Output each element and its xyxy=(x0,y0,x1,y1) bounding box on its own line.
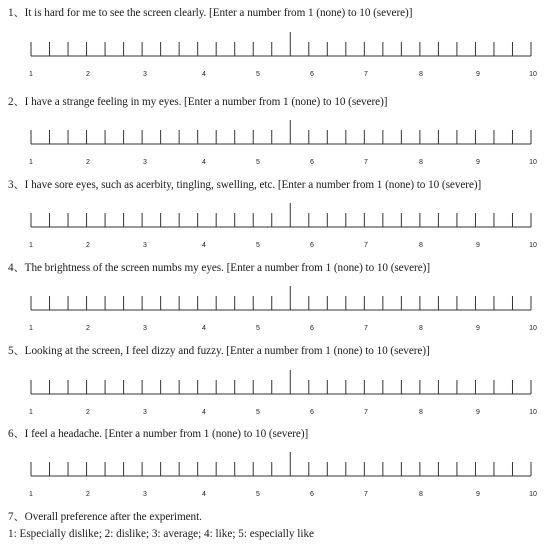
question-7-title: 7、Overall preference after the experiment. xyxy=(8,511,202,523)
question-4-scale[interactable] xyxy=(0,284,550,334)
scale-label-9: 9 xyxy=(476,159,480,166)
scale-label-10: 10 xyxy=(529,325,537,332)
scale-label-1: 1 xyxy=(29,159,33,166)
scale-label-10: 10 xyxy=(529,491,537,498)
question-6-title: 6、I feel a headache. [Enter a number from 1 (none) to 10 (severe)] xyxy=(8,428,309,440)
scale-label-2: 2 xyxy=(86,491,90,498)
scale-label-2: 2 xyxy=(86,71,90,78)
question-6-scale[interactable] xyxy=(0,450,550,500)
scale-label-4: 4 xyxy=(202,409,206,416)
scale-label-2: 2 xyxy=(86,325,90,332)
scale-label-4: 4 xyxy=(202,491,206,498)
scale-label-6: 6 xyxy=(310,159,314,166)
question-4-title: 4、The brightness of the screen numbs my eyes. [Enter a number from 1 (none) to 10 (severe)] xyxy=(8,262,430,274)
scale-label-4: 4 xyxy=(202,325,206,332)
scale-label-7: 7 xyxy=(364,325,368,332)
scale-label-1: 1 xyxy=(29,325,33,332)
scale-label-3: 3 xyxy=(143,71,147,78)
question-5-title: 5、Looking at the screen, I feel dizzy and fuzzy. [Enter a number from 1 (none) to 10 (severe)] xyxy=(8,345,430,357)
scale-label-8: 8 xyxy=(419,242,423,249)
scale-label-1: 1 xyxy=(29,242,33,249)
question-5-scale[interactable] xyxy=(0,368,550,418)
question-1-title: 1、It is hard for me to see the screen clearly. [Enter a number from 1 (none) to 10 (severe)] xyxy=(8,7,413,19)
scale-label-8: 8 xyxy=(419,71,423,78)
scale-label-3: 3 xyxy=(143,159,147,166)
rating-scale-line[interactable] xyxy=(0,450,550,482)
rating-scale-line[interactable] xyxy=(0,118,550,150)
question-3-scale[interactable] xyxy=(0,201,550,251)
scale-label-7: 7 xyxy=(364,491,368,498)
scale-label-6: 6 xyxy=(310,242,314,249)
question-7-legend: 1: Especially dislike; 2: dislike; 3: average; 4: like; 5: especially like xyxy=(8,528,315,540)
scale-label-8: 8 xyxy=(419,325,423,332)
question-3-title: 3、I have sore eyes, such as acerbity, tingling, swelling, etc. [Enter a number from 1 (none) to 10 (severe)] xyxy=(8,179,482,191)
rating-scale-line[interactable] xyxy=(0,368,550,400)
scale-label-7: 7 xyxy=(364,71,368,78)
scale-label-10: 10 xyxy=(529,71,537,78)
rating-scale-line[interactable] xyxy=(0,201,550,233)
scale-label-5: 5 xyxy=(256,159,260,166)
scale-label-3: 3 xyxy=(143,242,147,249)
scale-label-8: 8 xyxy=(419,491,423,498)
rating-scale-line[interactable] xyxy=(0,284,550,316)
scale-label-6: 6 xyxy=(310,409,314,416)
scale-label-5: 5 xyxy=(256,242,260,249)
scale-label-7: 7 xyxy=(364,409,368,416)
scale-label-5: 5 xyxy=(256,491,260,498)
scale-label-5: 5 xyxy=(256,325,260,332)
scale-label-4: 4 xyxy=(202,71,206,78)
scale-label-3: 3 xyxy=(143,491,147,498)
scale-label-6: 6 xyxy=(310,325,314,332)
scale-label-10: 10 xyxy=(529,409,537,416)
scale-label-1: 1 xyxy=(29,491,33,498)
scale-label-6: 6 xyxy=(310,71,314,78)
rating-scale-line[interactable] xyxy=(0,30,550,62)
scale-label-4: 4 xyxy=(202,159,206,166)
scale-label-3: 3 xyxy=(143,409,147,416)
scale-label-8: 8 xyxy=(419,159,423,166)
scale-label-2: 2 xyxy=(86,242,90,249)
question-1-scale[interactable] xyxy=(0,30,550,80)
scale-label-4: 4 xyxy=(202,242,206,249)
scale-label-7: 7 xyxy=(364,159,368,166)
scale-label-7: 7 xyxy=(364,242,368,249)
scale-label-10: 10 xyxy=(529,159,537,166)
question-2-title: 2、I have a strange feeling in my eyes. [Enter a number from 1 (none) to 10 (severe)] xyxy=(8,96,388,108)
scale-label-9: 9 xyxy=(476,71,480,78)
scale-label-9: 9 xyxy=(476,409,480,416)
scale-label-10: 10 xyxy=(529,242,537,249)
scale-label-1: 1 xyxy=(29,71,33,78)
scale-label-9: 9 xyxy=(476,242,480,249)
scale-label-5: 5 xyxy=(256,71,260,78)
scale-label-9: 9 xyxy=(476,491,480,498)
scale-label-9: 9 xyxy=(476,325,480,332)
scale-label-2: 2 xyxy=(86,409,90,416)
scale-label-2: 2 xyxy=(86,159,90,166)
scale-label-3: 3 xyxy=(143,325,147,332)
scale-label-5: 5 xyxy=(256,409,260,416)
question-2-scale[interactable] xyxy=(0,118,550,168)
scale-label-8: 8 xyxy=(419,409,423,416)
scale-label-6: 6 xyxy=(310,491,314,498)
scale-label-1: 1 xyxy=(29,409,33,416)
